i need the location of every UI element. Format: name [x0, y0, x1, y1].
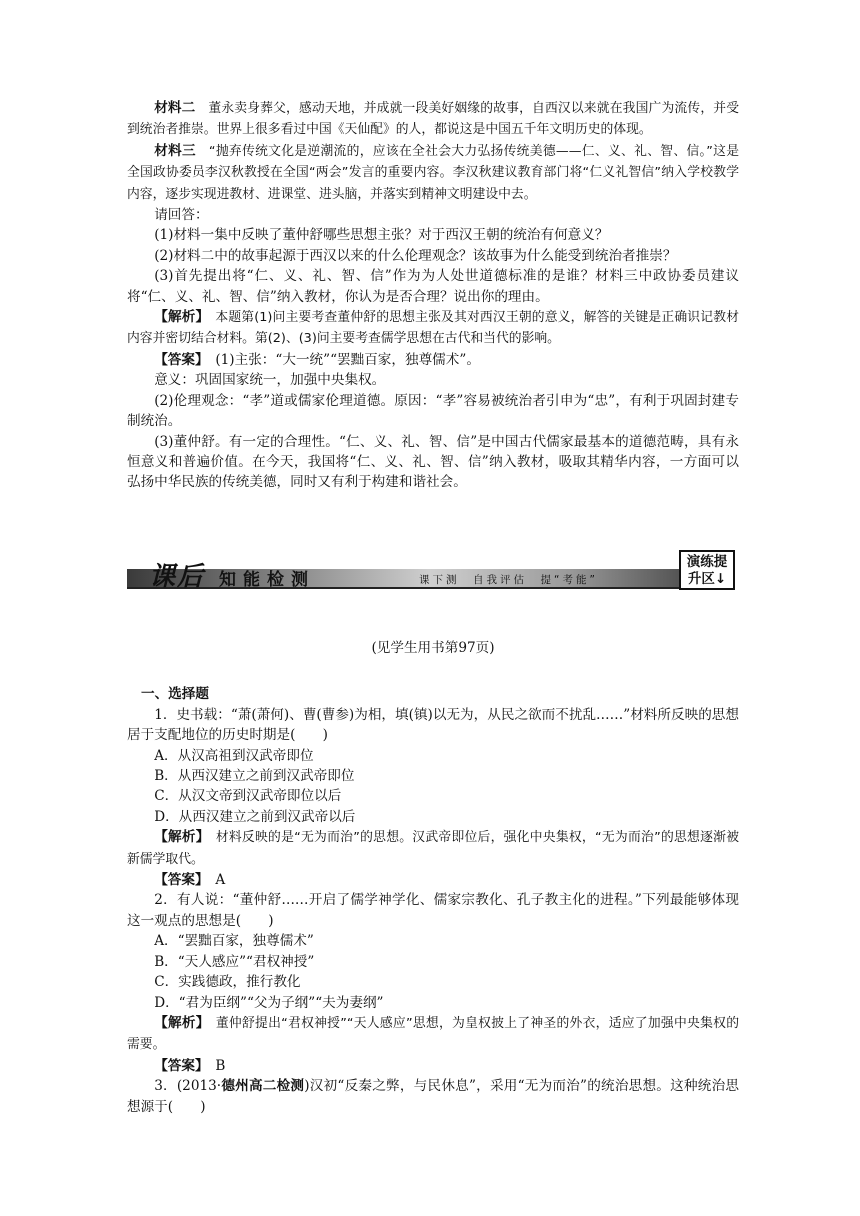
q1-answer-value: A — [201, 872, 226, 889]
q1-answer-label: 【答案】 — [154, 872, 202, 889]
q1-analysis-text: 材料反映的是“无为而治”的思想。汉武帝即位后，强化中央集权，“无为而治”的思想逐渐被新儒学取代。 — [127, 830, 739, 867]
answer-1-text: (1)主张：“大一统”“罢黜百家，独尊儒术”。 — [201, 351, 480, 368]
analysis — [127, 307, 739, 350]
material-three — [127, 141, 739, 205]
q2-answer-value: B — [201, 1057, 226, 1074]
material-two-label: 材料二 — [154, 100, 196, 116]
banner-title-rest: 知能检测 — [219, 570, 315, 590]
analysis-text: 本题第(1)问主要考查董仲舒的思想主张及其对西汉王朝的意义，解答的关键是正确识记教材内容并密切结合材料。第(2)、(3)问主要考查儒学思想在古代和当代的影响。 — [127, 310, 739, 347]
q2-option-b: B．“天人感应”“君权神授” — [154, 953, 315, 970]
material-two — [127, 98, 739, 141]
section-banner — [127, 556, 739, 590]
choice-question-1: 1．史书载：“萧(萧何)、曹(曹参)为相，填(镇)以无为，从民之欲而不扰乱……”材料所反映的思想居于支配地位的历史时期是( ) — [127, 706, 739, 744]
choice-question-3 — [127, 1076, 739, 1117]
q2-option-c: C．实践德政，推行教化 — [154, 974, 301, 991]
q3-stem-end: )汉初“反秦之弊，与民休息”，采用“无为而治”的统治思想。这种统治思想源于( ) — [127, 1078, 739, 1115]
banner-box — [679, 550, 735, 590]
q1-answer — [127, 870, 739, 890]
answer-2: (2)伦理观念：“孝”道或儒家伦理道德。原因：“孝”容易被统治者引申为“忠”，有利于巩固封建专制统治。 — [127, 392, 739, 430]
banner-box-line2: 升区↓ — [687, 571, 727, 587]
choice-question-2: 2．有人说：“董仲舒……开启了儒学神学化、儒家宗教化、孔子教主化的进程。”下列最能够体现这一观点的思想是( ) — [127, 892, 739, 929]
q2-analysis-text: 董仲舒提出“君权神授”“天人感应”思想，为皇权披上了神圣的外衣，适应了加强中央集权的需要。 — [127, 1015, 739, 1053]
q1-analysis — [127, 827, 739, 870]
analysis-label: 【解析】 — [154, 309, 203, 326]
section-heading: 一、选择题 — [141, 686, 209, 703]
ask-line: 请回答： — [154, 207, 209, 224]
question-2: (2)材料二中的故事起源于西汉以来的什么伦理观念？该故事为什么能受到统治者推崇？ — [154, 247, 677, 264]
answer-label: 【答案】 — [154, 351, 202, 368]
q1-option-a: A．从汉高祖到汉武帝即位 — [154, 747, 314, 764]
q3-stem-start: 3．(2013· — [154, 1078, 222, 1095]
banner-subtitle: 课下测 自我评估 提“考能” — [419, 574, 598, 586]
question-3: (3)首先提出将“仁、义、礼、智、信”作为为人处世道德标准的是谁？材料三中政协委员建议将“仁、义、礼、智、信”纳入教材，你认为是否合理？说出你的理由。 — [127, 268, 739, 305]
answer-3: (3)董仲舒。有一定的合理性。“仁、义、礼、智、信”是中国古代儒家最基本的道德范畴，具有永恒意义和普遍价值。在今天，我国将“仁、义、礼、智、信”纳入教材，吸取其精华内容，一方面可以弘扬中华民族的传统美德，同时又有利于构建和谐社会。 — [127, 433, 739, 491]
q2-answer-label: 【答案】 — [154, 1057, 202, 1074]
question-1: (1)材料一集中反映了董仲舒哪些思想主张？对于西汉王朝的统治有何意义？ — [154, 227, 609, 244]
q1-option-b: B．从西汉建立之前到汉武帝即位 — [154, 768, 355, 785]
q2-answer — [127, 1056, 739, 1076]
q3-source: 德州高二检测 — [221, 1078, 305, 1095]
material-three-text: “抛弃传统文化是逆潮流的，应该在全社会大力弘扬传统美德——仁、义、礼、智、信。”这是全国政协委员李汉秋教授在全国“两会”发言的重要内容。李汉秋建议教育部门将“仁义礼智信”纳入学校教学内容，逐步实现进教材、进课堂、进头脑，并落实到精神文明建设中去。 — [127, 143, 740, 202]
q2-option-d: D．“君为臣纲”“父为子纲”“夫为妻纲” — [154, 994, 384, 1011]
material-two-text: 董永卖身葬父，感动天地，并成就一段美好姻缘的故事，自西汉以来就在我国广为流传，并受到统治者推崇。世界上很多看过中国《天仙配》的人，都说这是中国五千年文明历史的体现。 — [127, 101, 740, 138]
banner-box-line1: 演练提 — [686, 554, 728, 570]
book-reference: (见学生用书第97页) — [371, 640, 495, 656]
material-three-label: 材料三 — [154, 142, 196, 159]
q2-option-a: A．“罢黜百家，独尊儒术” — [154, 933, 314, 950]
q1-option-d: D．从西汉建立之前到汉武帝以后 — [154, 808, 356, 825]
document-page — [127, 98, 739, 1117]
q2-analysis — [127, 1013, 739, 1056]
material-section — [127, 98, 739, 556]
q1-analysis-label: 【解析】 — [154, 829, 203, 846]
q1-option-c: C．从汉文帝到汉武帝即位以后 — [154, 788, 342, 805]
q2-analysis-label: 【解析】 — [154, 1014, 203, 1031]
banner-title-main: 课后 — [149, 562, 206, 592]
answer-1 — [127, 350, 739, 370]
answer-1-significance: 意义：巩固国家统一，加强中央集权。 — [154, 372, 386, 389]
banner-rule — [127, 587, 679, 589]
